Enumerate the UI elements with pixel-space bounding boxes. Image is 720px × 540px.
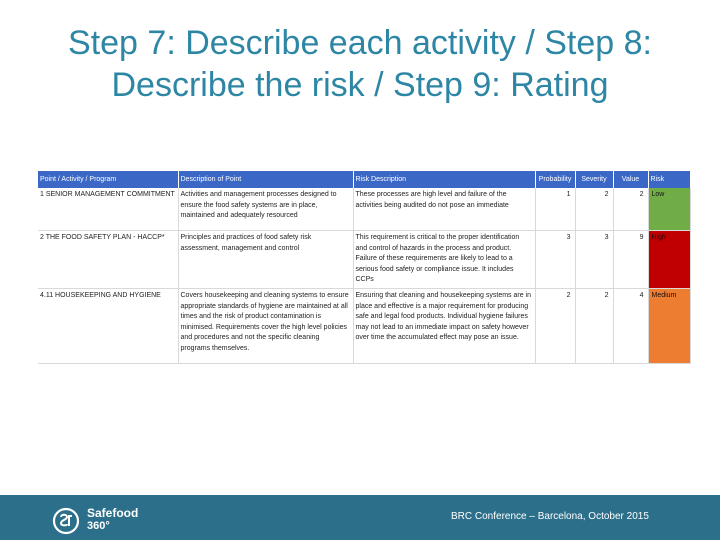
cell-value: 9 bbox=[613, 231, 648, 289]
cell-probability: 2 bbox=[535, 288, 575, 363]
cell-probability: 3 bbox=[535, 231, 575, 289]
cell-risk-description: These processes are high level and failure of the activities being audited do not pose an immediate bbox=[353, 188, 535, 231]
logo-text-360: 360° bbox=[87, 520, 110, 532]
header-value: Value bbox=[613, 171, 648, 188]
cell-risk-rating: Medium bbox=[648, 288, 690, 363]
cell-value: 2 bbox=[613, 188, 648, 231]
slide-title bbox=[20, 22, 700, 106]
logo-text-safefood: Safefood bbox=[87, 506, 139, 520]
slide-title-line-2: Describe the risk / Step 9: Rating bbox=[111, 66, 609, 104]
table-row bbox=[38, 231, 690, 289]
cell-severity: 2 bbox=[575, 188, 613, 231]
conference-caption: BRC Conference – Barcelona, October 2015 bbox=[451, 511, 649, 522]
header-risk: Risk bbox=[648, 171, 690, 188]
risk-table-container bbox=[38, 171, 690, 364]
cell-point: 2 THE FOOD SAFETY PLAN - HACCP* bbox=[38, 231, 178, 289]
cell-description: Covers housekeeping and cleaning systems to ensure appropriate standards of hygiene are maintained at all times and the risk of product contamination is minimised. Requirements cover the high level policies and procedures and not the specific cleaning programs themselves. bbox=[178, 288, 353, 363]
cell-severity: 2 bbox=[575, 288, 613, 363]
cell-risk-description: This requirement is critical to the proper identification and control of hazards in the process and product. Failure of these requirements are likely to lead to a serious food safety or compliance issue. It includes CCPs bbox=[353, 231, 535, 289]
header-probability: Probability bbox=[535, 171, 575, 188]
header-severity: Severity bbox=[575, 171, 613, 188]
cell-severity: 3 bbox=[575, 231, 613, 289]
cell-value: 4 bbox=[613, 288, 648, 363]
header-point: Point / Activity / Program bbox=[38, 171, 178, 188]
safefood-logo-mark-icon bbox=[52, 507, 80, 535]
cell-risk-rating: High bbox=[648, 231, 690, 289]
table-header-row bbox=[38, 171, 690, 188]
cell-point: 4.11 HOUSEKEEPING AND HYGIENE bbox=[38, 288, 178, 363]
cell-risk-description: Ensuring that cleaning and housekeeping systems are in place and effective is a major requirement for producing safe and legal food products. Individual hygiene failures may not lead to an immediate impact on safety however over time the accumulated effect may pose an issue. bbox=[353, 288, 535, 363]
cell-description: Activities and management processes designed to ensure the food safety systems are in place, maintained and adequately resourced bbox=[178, 188, 353, 231]
cell-description: Principles and practices of food safety risk assessment, management and control bbox=[178, 231, 353, 289]
safefood-logo bbox=[52, 505, 172, 535]
table-row bbox=[38, 188, 690, 231]
table-row bbox=[38, 288, 690, 363]
cell-risk-rating: Low bbox=[648, 188, 690, 231]
risk-table bbox=[38, 171, 691, 364]
header-risk-description: Risk Description bbox=[353, 171, 535, 188]
cell-point: 1 SENIOR MANAGEMENT COMMITMENT bbox=[38, 188, 178, 231]
cell-probability: 1 bbox=[535, 188, 575, 231]
slide-title-line-1: Step 7: Describe each activity / Step 8: bbox=[68, 24, 652, 62]
header-description: Description of Point bbox=[178, 171, 353, 188]
